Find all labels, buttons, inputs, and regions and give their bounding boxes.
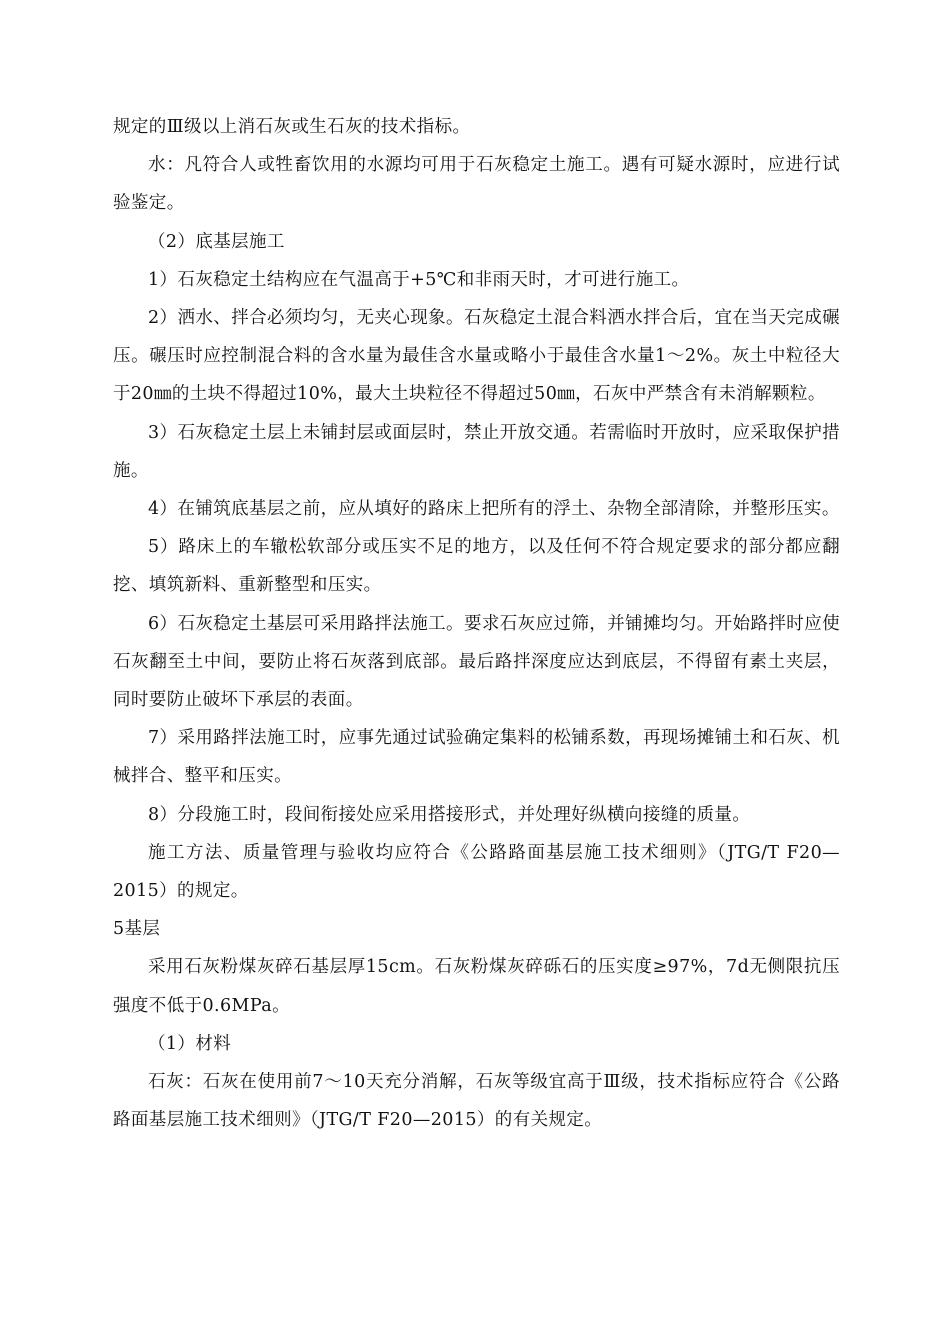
paragraph-item-1: 1）石灰稳定土结构应在气温高于+5℃和非雨天时，才可进行施工。: [148, 269, 690, 290]
heading-materials: （1）材料: [148, 1033, 232, 1054]
paragraph-item-6: 6）石灰稳定土基层可采用路拌法施工。要求石灰应过筛，并铺摊均匀。开始路拌时应使石灰翻至土中间，要防止将石灰落到底部。最后路拌深度应达到底层，不得留有素土夹层，同时要防止破坏下承层的表面。: [113, 613, 840, 711]
document-page: [113, 108, 840, 1139]
paragraph-construction-method: 施工方法、质量管理与验收均应符合《公路路面基层施工技术细则》（JTG/T F20—2015）的规定。: [113, 842, 840, 902]
paragraph-lime-grade-end: 规定的Ⅲ级以上消石灰或生石灰的技术指标。: [113, 117, 471, 137]
paragraph-item-2: 2）洒水、拌合必须均匀，无夹心现象。石灰稳定土混合料洒水拌合后，宜在当天完成碾压。碾压时应控制混合料的含水量为最佳含水量或略小于最佳含水量1～2%。灰土中粒径大于20㎜的土块不得超过10%，最大土块粒径不得超过50㎜，石灰中严禁含有未消解颗粒。: [113, 308, 840, 405]
paragraph-item-3: 3）石灰稳定土层上未铺封层或面层时，禁止开放交通。若需临时开放时，应采取保护措施。: [113, 422, 840, 481]
paragraph-item-5: 5）路床上的车辙松软部分或压实不足的地方，以及任何不符合规定要求的部分都应翻挖、填筑新料、重新整型和压实。: [113, 537, 840, 596]
paragraph-water: 水：凡符合人或牲畜饮用的水源均可用于石灰稳定土施工。遇有可疑水源时，应进行试验鉴定。: [113, 155, 840, 214]
heading-base-layer: 5基层: [113, 919, 161, 940]
paragraph-base-layer-spec: 采用石灰粉煤灰碎石基层厚15cm。石灰粉煤灰碎砾石的压实度≥97%，7d无侧限抗压强度不低于0.6MPa。: [113, 957, 840, 1016]
paragraph-item-7: 7）采用路拌法施工时，应事先通过试验确定集料的松铺系数，再现场摊铺土和石灰、机械拌合、整平和压实。: [113, 728, 840, 787]
paragraph-item-8: 8）分段施工时，段间衔接处应采用搭接形式，并处理好纵横向接缝的质量。: [148, 804, 751, 825]
paragraph-item-4: 4）在铺筑底基层之前，应从填好的路床上把所有的浮土、杂物全部清除，并整形压实。: [148, 499, 840, 520]
paragraph-lime-material: 石灰：石灰在使用前7～10天充分消解，石灰等级宜高于Ⅲ级，技术指标应符合《公路路面基层施工技术细则》（JTG/T F20—2015）的有关规定。: [113, 1072, 840, 1131]
heading-subbase-construction: （2）底基层施工: [148, 231, 285, 252]
